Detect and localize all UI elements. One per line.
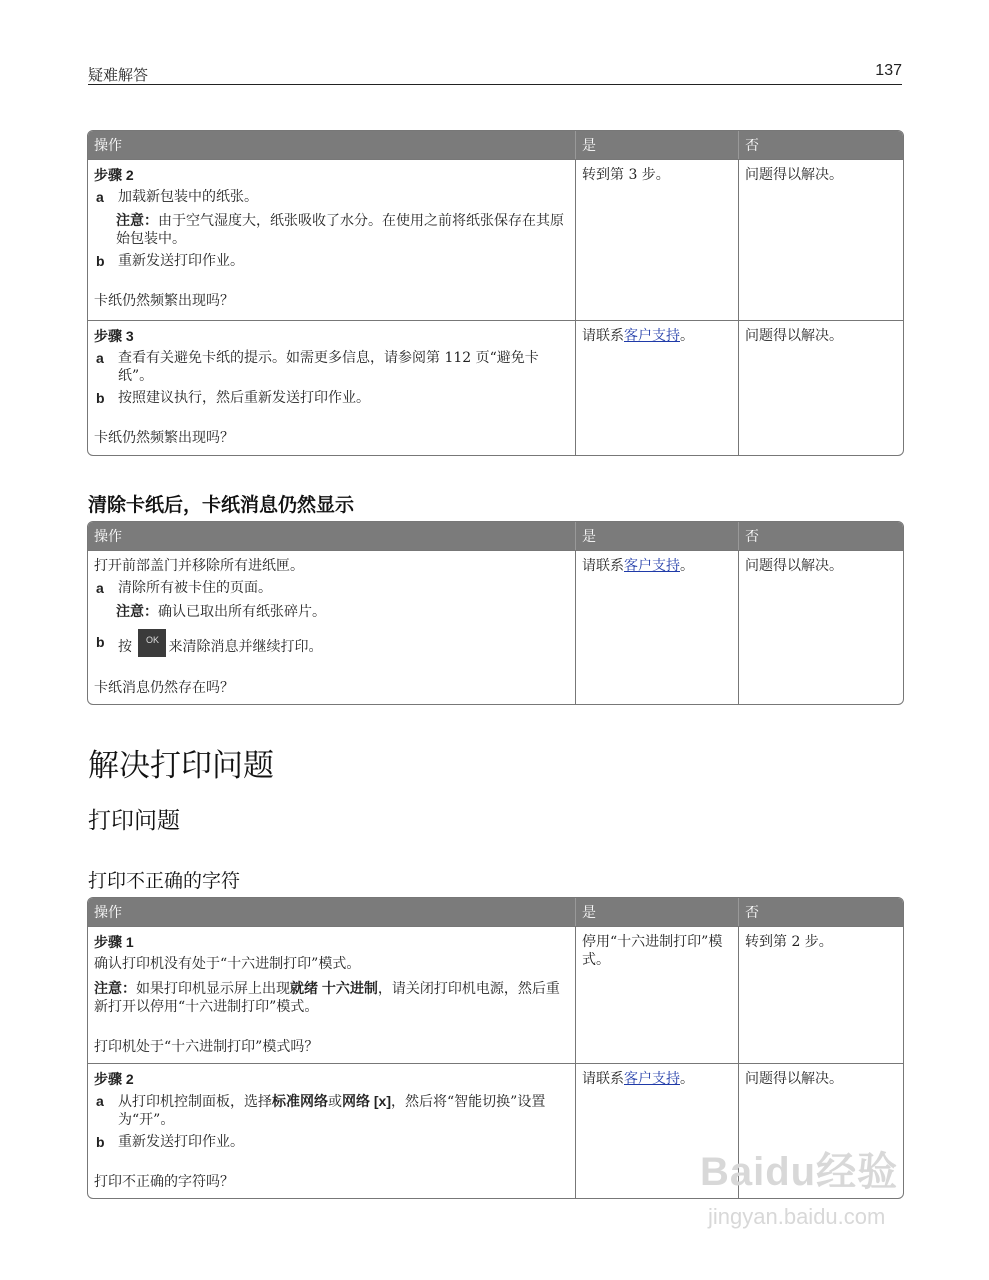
col-yes: 是: [576, 131, 739, 159]
item-text-mid: 或: [328, 1094, 342, 1110]
troubleshoot-table-2: [87, 521, 904, 705]
item-letter: a: [96, 189, 104, 205]
item-text-post: ，然后将“智能切换”设置为“开”。: [118, 1094, 546, 1128]
item-letter: b: [96, 253, 105, 269]
question: 卡纸仍然频繁出现吗？: [94, 293, 234, 309]
item-letter: a: [96, 350, 104, 366]
ok-button-icon: OK: [138, 629, 166, 657]
no-cell: 问题得以解决。: [745, 1071, 843, 1087]
header-title: 疑难解答: [88, 66, 149, 84]
col-action: 操作: [88, 522, 576, 550]
page-number: 137: [875, 62, 902, 79]
yes-cell: [576, 551, 739, 704]
yes-cell: 停用“十六进制打印”模式。: [576, 927, 739, 1063]
table-row: [88, 926, 903, 1063]
item-letter: a: [96, 1093, 104, 1109]
yes-suffix: 。: [680, 1071, 694, 1087]
yes-prefix: 请联系: [582, 1071, 624, 1087]
subsection-heading: 打印不正确的字符: [88, 870, 241, 892]
customer-support-link[interactable]: 客户支持: [624, 1071, 680, 1087]
item-text-pre: 按: [118, 639, 132, 655]
watermark: [700, 1140, 940, 1240]
item-text: 查看有关避免卡纸的提示。如需更多信息，请参阅第 112 页“避免卡纸”。: [118, 350, 539, 384]
item-letter: b: [96, 390, 105, 406]
display-message: 就绪 十六进制: [290, 980, 378, 996]
intro-text: 打开前部盖门并移除所有进纸匣。: [94, 558, 304, 574]
yes-suffix: 。: [680, 328, 694, 344]
section-heading: 打印问题: [88, 808, 180, 834]
no-cell: 问题得以解决。: [745, 328, 843, 344]
item-text-post: 来清除消息并继续打印。: [168, 639, 323, 655]
table-row: [88, 320, 903, 455]
note: [116, 212, 569, 248]
item-text: [118, 1092, 569, 1129]
col-no: 否: [745, 905, 759, 921]
col-yes: 是: [576, 898, 739, 926]
customer-support-link[interactable]: 客户支持: [624, 558, 680, 574]
note-text: 由于空气湿度大，纸张吸收了水分。在使用之前将纸张保存在其原始包装中。: [116, 213, 564, 247]
question: 卡纸消息仍然存在吗？: [94, 680, 234, 696]
note-label: 注意：: [116, 213, 158, 229]
yes-cell: [576, 321, 739, 455]
item-text: 按照建议执行，然后重新发送打印作业。: [118, 390, 370, 406]
col-no: 否: [745, 138, 759, 154]
item-letter: a: [96, 580, 104, 596]
table-row: [88, 550, 903, 704]
note: [94, 979, 569, 1016]
chapter-heading: 解决打印问题: [88, 748, 274, 784]
table-header: [88, 522, 903, 550]
yes-suffix: 。: [680, 558, 694, 574]
yes-prefix: 请联系: [582, 328, 624, 344]
yes-cell: 转到第 3 步。: [576, 160, 739, 320]
col-action: 操作: [88, 131, 576, 159]
note: [116, 603, 569, 621]
item-text-pre: 从打印机控制面板，选择: [118, 1094, 272, 1110]
item-text: 清除所有被卡住的页面。: [118, 580, 272, 596]
item-text: 加载新包装中的纸张。: [118, 189, 258, 205]
step-label: 步骤 2: [94, 167, 134, 183]
item-text: 重新发送打印作业。: [118, 1134, 244, 1150]
col-yes: 是: [576, 522, 739, 550]
question: 打印机处于“十六进制打印”模式吗？: [94, 1039, 319, 1055]
no-cell: 问题得以解决。: [745, 167, 843, 183]
item-letter: b: [96, 1134, 105, 1150]
step-text: 确认打印机没有处于“十六进制打印”模式。: [94, 956, 361, 972]
step-label: 步骤 3: [94, 328, 134, 344]
step-label: 步骤 1: [94, 934, 134, 950]
item-letter: b: [96, 634, 105, 650]
item-text: [118, 633, 322, 661]
no-cell: 转到第 2 步。: [745, 934, 833, 950]
section-heading: 清除卡纸后，卡纸消息仍然显示: [88, 494, 355, 516]
note-text-post: ，请关闭打印机电源，然后重新打开以停用“十六进制打印”模式。: [94, 981, 560, 1015]
col-no: 否: [745, 529, 759, 545]
step-label: 步骤 2: [94, 1071, 134, 1087]
item-text: 重新发送打印作业。: [118, 253, 244, 269]
menu-network-x: 网络 [x]: [342, 1093, 391, 1109]
troubleshoot-table-1: [87, 130, 904, 456]
table-header: [88, 898, 903, 926]
question: 打印不正确的字符吗？: [94, 1174, 234, 1190]
no-cell: 问题得以解决。: [745, 558, 843, 574]
note-label: 注意：: [94, 981, 136, 997]
note-label: 注意：: [116, 604, 158, 620]
question: 卡纸仍然频繁出现吗？: [94, 430, 234, 446]
col-action: 操作: [88, 898, 576, 926]
note-text-pre: 如果打印机显示屏上出现: [136, 981, 290, 997]
watermark-logo: Baidu经验: [700, 1150, 899, 1194]
yes-prefix: 请联系: [582, 558, 624, 574]
note-text: 确认已取出所有纸张碎片。: [158, 604, 326, 620]
page-header: [88, 62, 902, 85]
customer-support-link[interactable]: 客户支持: [624, 328, 680, 344]
menu-standard-network: 标准网络: [272, 1093, 328, 1109]
table-header: [88, 131, 903, 159]
table-row: [88, 159, 903, 320]
watermark-url: jingyan.baidu.com: [708, 1204, 886, 1229]
